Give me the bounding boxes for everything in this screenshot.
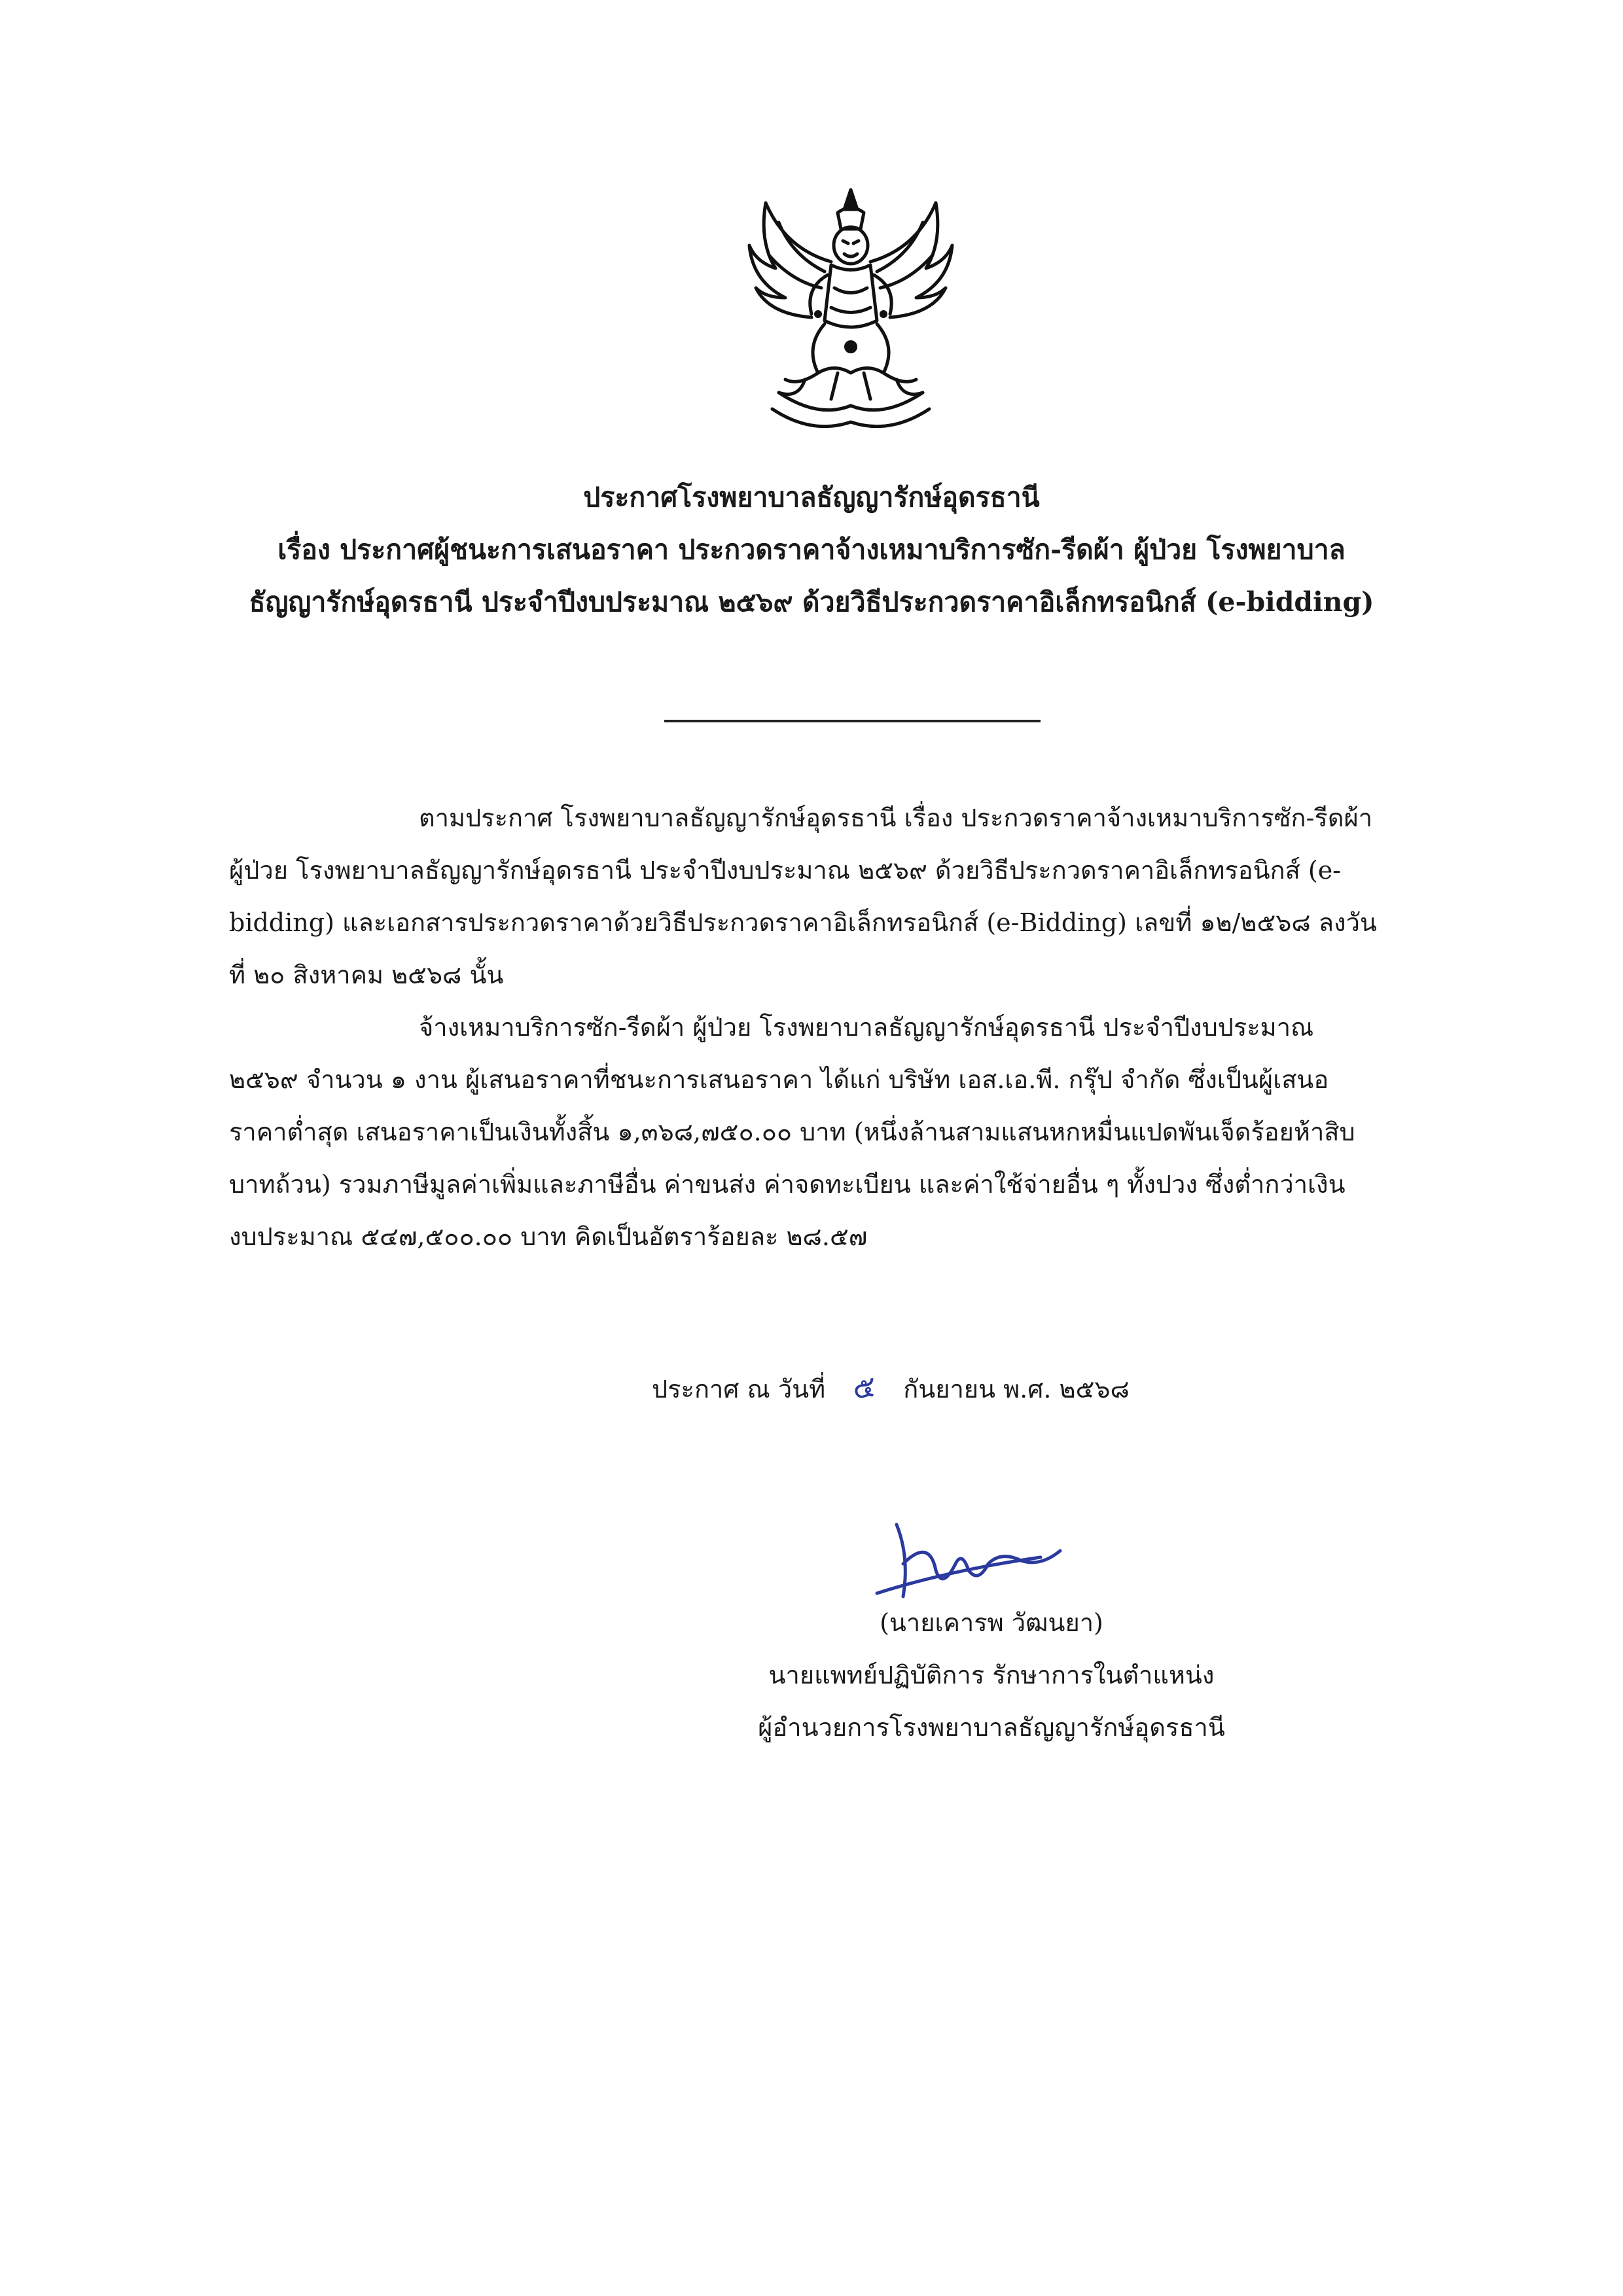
body-p2-line-2: ๒๕๖๙ จำนวน ๑ งาน ผู้เสนอราคาที่ชนะการเสนอราคา ได้แก่ บริษัท เอส.เอ.พี. กรุ๊ป จำกัด ซึ่งเป็นผู้เสนอ [229,1065,1329,1094]
body-p2-line-3: ราคาต่ำสุด เสนอราคาเป็นเงินทั้งสิ้น ๑,๓๖๘,๗๕๐.๐๐ บาท (หนึ่งล้านสามแสนหกหมื่นแปดพันเจ็ดร้อยห้าสิบ [229,1118,1355,1146]
title-line-3: ธัญญารักษ์อุดรธานี ประจำปีงบประมาณ ๒๕๖๙ ด้วยวิธีประกวดราคาอิเล็กทรอนิกส์ (e-bidding) [249,586,1374,618]
announcement-date [652,1368,1130,1409]
date-prefix: ประกาศ ณ วันที่ [652,1375,826,1404]
signatory-name: (นายเคารพ วัฒนยา) [880,1608,1103,1637]
announcement-title [196,471,1427,628]
date-suffix: กันยายน พ.ศ. ๒๕๖๘ [903,1375,1130,1404]
body-p1-line-2: ผู้ป่วย โรงพยาบาลธัญญารักษ์อุดรธานี ประจำปีงบประมาณ ๒๕๖๙ ด้วยวิธีประกวดราคาอิเล็กทรอนิกส์ (e- [229,856,1342,885]
body-p1-line-4: ที่ ๒๐ สิงหาคม ๒๕๖๘ นั้น [229,961,504,989]
title-line-2: เรื่อง ประกาศผู้ชนะการเสนอราคา ประกวดราคาจ้างเหมาบริการซัก-รีดผ้า ผู้ป่วย โรงพยาบาล [277,534,1346,565]
body-p2-line-5: งบประมาณ ๕๔๗,๕๐๐.๐๐ บาท คิดเป็นอัตราร้อยละ ๒๘.๕๗ [229,1222,868,1251]
garuda-emblem-icon [740,183,962,438]
body-p2-line-4: บาทถ้วน) รวมภาษีมูลค่าเพิ่มและภาษีอื่น ค่าขนส่ง ค่าจดทะเบียน และค่าใช้จ่ายอื่น ๆ ทั้งปวง ซึ่งต่ำกว่าเงิน [229,1170,1346,1199]
announcement-body [229,792,1466,1263]
date-day-handwritten: ๕ [851,1368,878,1406]
body-p1-line-3: bidding) และเอกสารประกวดราคาด้วยวิธีประกวดราคาอิเล็กทรอนิกส์ (e-Bidding) เลขที่ ๑๒/๒๕๖๘ ลงวัน [229,908,1377,937]
signatory-block [681,1597,1302,1754]
body-p2-line-1: จ้างเหมาบริการซัก-รีดผ้า ผู้ป่วย โรงพยาบาลธัญญารักษ์อุดรธานี ประจำปีงบประมาณ [419,1013,1314,1042]
signatory-position-2: ผู้อำนวยการโรงพยาบาลธัญญารักษ์อุดรธานี [758,1713,1225,1742]
body-p1-line-1: ตามประกาศ โรงพยาบาลธัญญารักษ์อุดรธานี เรื่อง ประกวดราคาจ้างเหมาบริการซัก-รีดผ้า [419,804,1373,832]
title-divider [664,720,1041,722]
signatory-position-1: นายแพทย์ปฏิบัติการ รักษาการในตำแหน่ง [768,1661,1215,1689]
title-line-1: ประกาศโรงพยาบาลธัญญารักษ์อุดรธานี [583,482,1040,513]
